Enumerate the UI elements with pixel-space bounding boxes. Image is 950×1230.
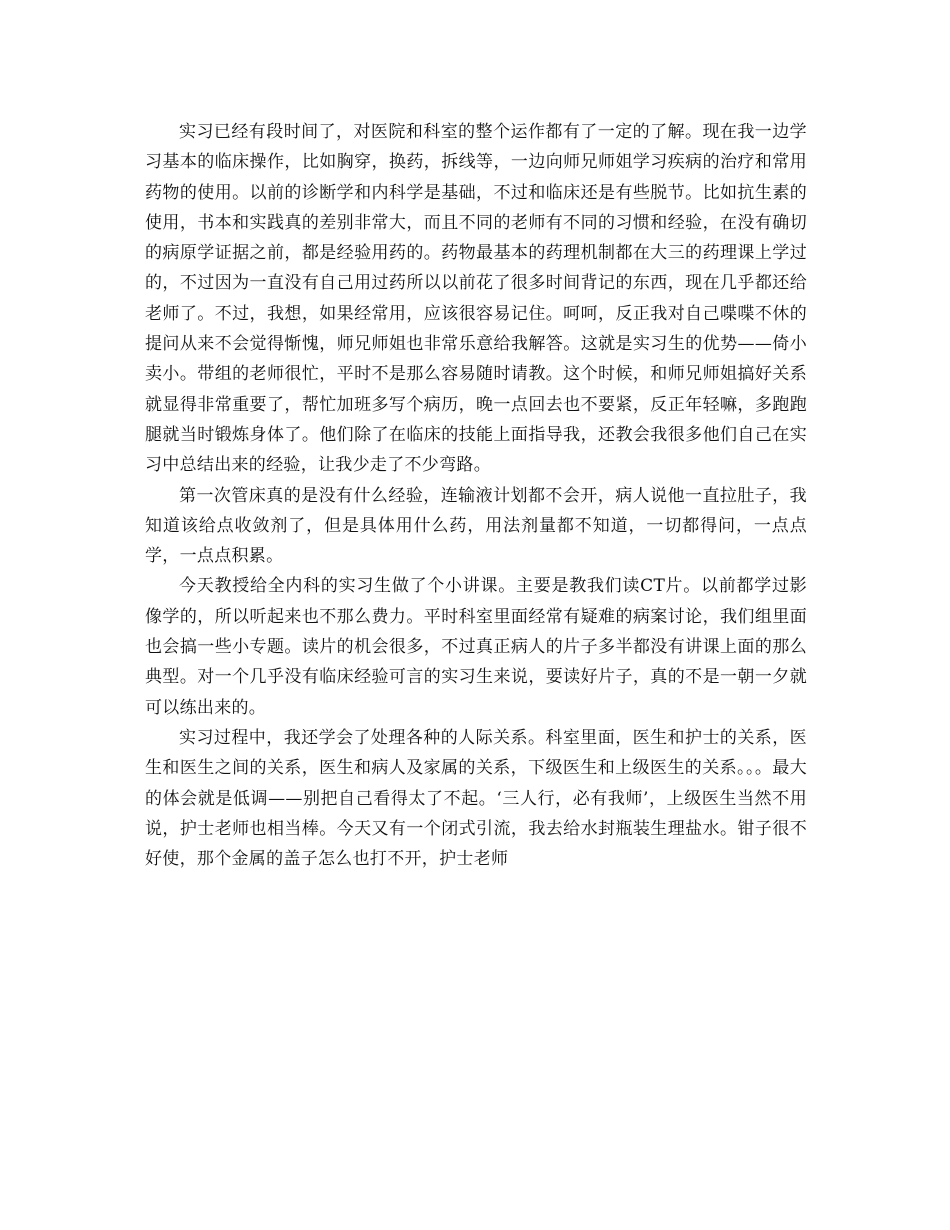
paragraph-ct-lecture: 今天教授给全内科的实习生做了个小讲课。主要是教我们读CT片。以前都学过影像学的，所以听起来也不那么费力。平时科室里面经常有疑难的病案讨论，我们组里面也会搞一些小专题。读片的机会很多，不过真正病人的片子多半都没有讲课上面的那么典型。对一个几乎没有临床经验可言的实习生来说，要读好片子，真的不是一朝一夕就可以练出来的。: [145, 576, 807, 718]
paragraph-interpersonal-relations: 实习过程中，我还学会了处理各种的人际关系。科室里面，医生和护士的关系，医生和医生之间的关系，医生和病人及家属的关系，下级医生和上级医生的关系。。。最大的体会就是低调——别把自己看得太了不起。‘三人行，必有我师’，上级医生当然不用说，护士老师也相当棒。今天又有一个闭式引流，我去给水封瓶装生理盐水。钳子很不好使，那个金属的盖子怎么也打不开，护士老师: [145, 727, 807, 870]
paragraph-internship-overview: 实习已经有段时间了，对医院和科室的整个运作都有了一定的了解。现在我一边学习基本的临床操作，比如胸穿，换药，拆线等，一边向师兄师姐学习疾病的治疗和常用药物的使用。以前的诊断学和内科学是基础，不过和临床还是有些脱节。比如抗生素的使用，书本和实践真的差别非常大，而且不同的老师有不同的习惯和经验，在没有确切的病原学证据之前，都是经验用药的。药物最基本的药理机制都在大三的药理课上学过的，不过因为一直没有自己用过药所以以前花了很多时间背记的东西，现在几乎都还给老师了。不过，我想，如果经常用，应该很容易记住。呵呵，反正我对自己喋喋不休的提问从来不会觉得惭愧，师兄师姐也非常乐意给我解答。这就是实习生的优势——倚小卖小。带组的老师很忙，平时不是那么容易随时请教。这个时候，和师兄师姐搞好关系就显得非常重要了，帮忙加班多写个病历，晚一点回去也不要紧，反正年轻嘛，多跑跑腿就当时锻炼身体了。他们除了在临床的技能上面指导我，还教会我很多他们自己在实习中总结出来的经验，让我少走了不少弯路。: [145, 122, 807, 476]
paragraph-first-bed-management: 第一次管床真的是没有什么经验，连输液计划都不会开，病人说他一直拉肚子，我知道该给点收敛剂了，但是具体用什么药，用法剂量都不知道，一切都得问，一点点学，一点点积累。: [145, 485, 807, 567]
document-body: [145, 117, 807, 874]
